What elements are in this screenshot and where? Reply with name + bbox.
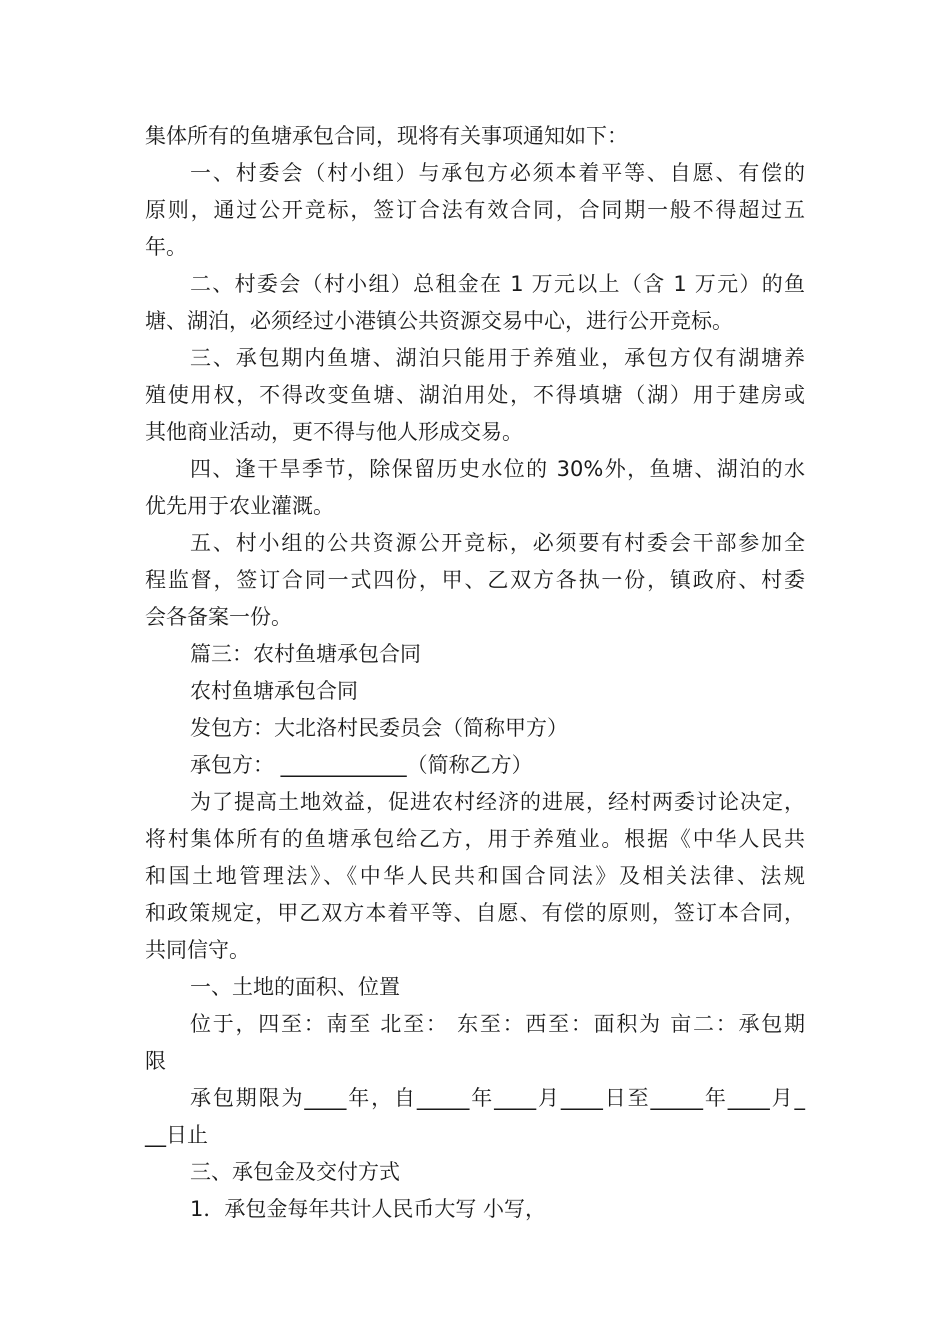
- text-line: 原则，通过公开竞标，签订合法有效合同，合同期一般不得超过五: [145, 198, 805, 222]
- party-a-line: 发包方：大北洛村民委员会（简称甲方）: [190, 716, 568, 740]
- text-line: 共同信守。: [145, 938, 250, 962]
- text-line: __日止: [145, 1123, 208, 1147]
- contract-title: 农村鱼塘承包合同: [190, 679, 358, 703]
- text-line: 殖使用权，不得改变鱼塘、湖泊用处，不得填塘（湖）用于建房或: [145, 383, 805, 407]
- text-line: 优先用于农业灌溉。: [145, 494, 334, 518]
- text-line: 四、逢干旱季节，除保留历史水位的 30%外，鱼塘、湖泊的水: [190, 457, 805, 481]
- text-line: 1．承包金每年共计人民币大写 小写，: [190, 1197, 547, 1221]
- text-line: 和国土地管理法》、《中华人民共和国合同法》及相关法律、法规: [145, 864, 805, 888]
- party-b-line: 承包方： ____________（简称乙方）: [190, 753, 533, 777]
- clause-heading: 三、承包金及交付方式: [190, 1160, 400, 1184]
- text-line: 三、承包期内鱼塘、湖泊只能用于养殖业，承包方仅有湖塘养: [190, 346, 805, 370]
- text-line: 为了提高土地效益，促进农村经济的进展，经村两委讨论决定，: [190, 790, 805, 814]
- text-line: 和政策规定，甲乙双方本着平等、自愿、有偿的原则，签订本合同，: [145, 901, 805, 925]
- text-line: 其他商业活动，更不得与他人形成交易。: [145, 420, 523, 444]
- clause-heading: 一、土地的面积、位置: [190, 975, 400, 999]
- text-line: 限: [145, 1049, 166, 1073]
- text-line: 塘、湖泊，必须经过小港镇公共资源交易中心，进行公开竞标。: [145, 309, 733, 333]
- text-line: 承包期限为____年，自_____年____月____日至_____年____月_: [190, 1086, 805, 1110]
- section-heading: 篇三：农村鱼塘承包合同: [190, 642, 421, 666]
- text-line: 一、村委会（村小组）与承包方必须本着平等、自愿、有偿的: [190, 161, 805, 185]
- text-line: 位于，四至：南至 北至： 东至：西至：面积为 亩二：承包期: [190, 1012, 805, 1036]
- text-line: 集体所有的鱼塘承包合同，现将有关事项通知如下：: [145, 124, 628, 148]
- text-line: 将村集体所有的鱼塘承包给乙方，用于养殖业。根据《中华人民共: [145, 827, 805, 851]
- text-line: 会各备案一份。: [145, 605, 292, 629]
- text-line: 五、村小组的公共资源公开竞标，必须要有村委会干部参加全: [190, 531, 805, 555]
- text-line: 年。: [145, 235, 187, 259]
- text-line: 程监督，签订合同一式四份，甲、乙双方各执一份，镇政府、村委: [145, 568, 805, 592]
- text-line: 二、村委会（村小组）总租金在 1 万元以上（含 1 万元）的鱼: [190, 272, 805, 296]
